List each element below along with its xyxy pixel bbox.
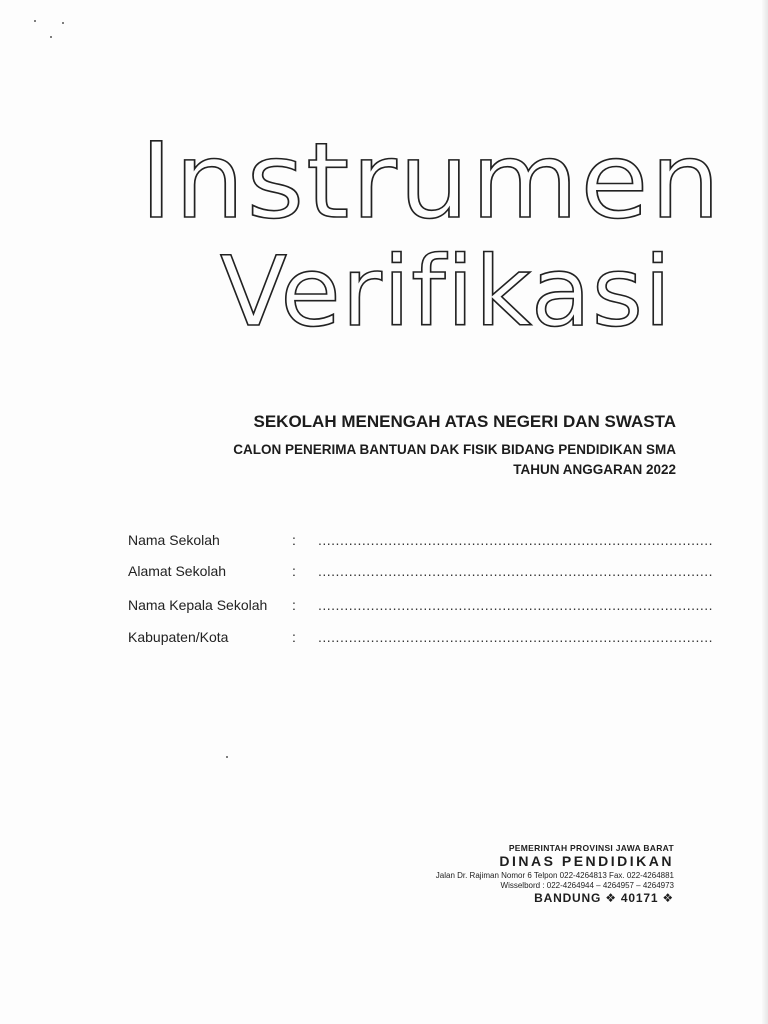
heading-program: CALON PENERIMA BANTUAN DAK FISIK BIDANG PENDIDIKAN SMA: [233, 442, 676, 457]
field-colon: :: [292, 563, 296, 579]
field-label: Alamat Sekolah: [128, 563, 227, 579]
scan-speck: [62, 22, 64, 24]
footer-government: PEMERINTAH PROVINSI JAWA BARAT: [508, 843, 674, 853]
field-kabupaten-kota: [128, 629, 714, 651]
field-blank-line: ..........................................................................................: [318, 597, 714, 613]
field-nama-kepala-sekolah: [128, 597, 714, 619]
field-colon: :: [292, 597, 296, 613]
footer-switchboard: Wisselbord : 022-4264944 – 4264957 – 4264973: [500, 881, 674, 890]
field-label: Nama Kepala Sekolah: [128, 597, 268, 613]
field-blank-line: ..........................................................................................: [318, 629, 714, 645]
title-instrumen: Instrumen: [140, 120, 723, 242]
scan-speck: [34, 20, 36, 22]
heading-school-type: SEKOLAH MENENGAH ATAS NEGERI DAN SWASTA: [253, 412, 676, 431]
field-label: Kabupaten/Kota: [128, 629, 229, 645]
field-alamat-sekolah: [128, 563, 714, 585]
field-colon: :: [292, 532, 296, 548]
footer-address: Jalan Dr. Rajiman Nomor 6 Telpon 022-4264813 Fax. 022-4264881: [435, 871, 674, 880]
footer-city: BANDUNG ❖ 40171 ❖: [534, 891, 674, 905]
field-blank-line: ..........................................................................................: [318, 563, 714, 579]
heading-fiscal-year: TAHUN ANGGARAN 2022: [513, 462, 676, 477]
footer-agency: DINAS PENDIDIKAN: [499, 853, 674, 869]
field-blank-line: ..........................................................................................: [318, 532, 714, 548]
title-verifikasi: Verifikasi: [220, 236, 673, 348]
field-label: Nama Sekolah: [128, 532, 220, 548]
scan-speck: [50, 36, 52, 38]
field-nama-sekolah: [128, 532, 714, 554]
scan-speck: [226, 756, 228, 758]
page-edge-shadow: [762, 0, 768, 1024]
field-colon: :: [292, 629, 296, 645]
